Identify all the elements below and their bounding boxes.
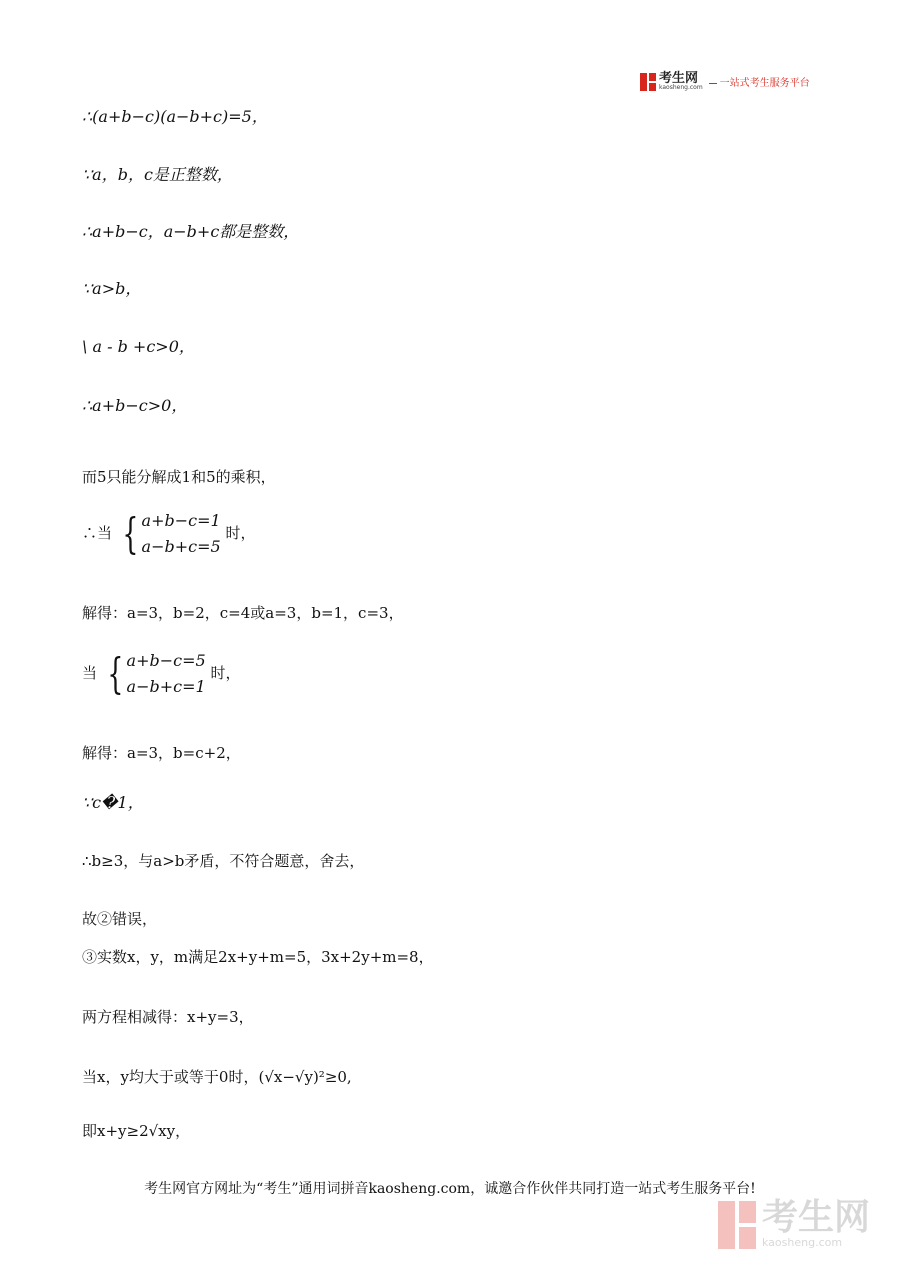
solution-line-2: ∵a，b，c是正整数， — [82, 165, 233, 184]
system-2-suffix: 时， — [210, 664, 241, 682]
watermark-url: kaosheng.com — [762, 1236, 843, 1249]
logo-name: 考生网 — [659, 71, 699, 86]
system-1-block — [117, 508, 221, 560]
watermark-name: 考生网 — [762, 1197, 871, 1238]
solution-line-5: \ a - b +c>0， — [82, 337, 195, 356]
solution-line-13: ∴b≥3，与a>b矛盾，不符合题意，舍去， — [82, 852, 365, 870]
solution-line-15: ③实数x，y，m满足2x+y+m=5，3x+2y+m=8， — [82, 948, 434, 966]
system-2-eq2: a−b+c=1 — [126, 677, 206, 696]
solution-line-14: 故②错误， — [82, 910, 158, 928]
system-1-suffix: 时， — [225, 524, 256, 542]
solution-line-4: ∵a>b， — [82, 279, 142, 298]
system-1-eq1: a+b−c=1 — [141, 511, 221, 530]
system-2-eq1: a+b−c=5 — [126, 651, 206, 670]
solution-line-18: 即x+y≥2√xy， — [82, 1122, 191, 1140]
system-2-prefix: 当 — [82, 664, 98, 682]
watermark-logo — [718, 1197, 871, 1249]
solution-line-1: ∴(a+b−c)(a−b+c)=5， — [82, 107, 268, 126]
system-1-prefix: ∴当 — [82, 524, 113, 542]
solution-line-7: 而5只能分解成1和5的乘积， — [82, 468, 276, 486]
logo-text — [659, 72, 703, 91]
solution-line-17: 当x，y均大于或等于0时，(√x−√y)²≥0, — [82, 1068, 352, 1086]
system-2-block — [102, 648, 206, 700]
left-brace: { — [122, 509, 139, 558]
solution-line-9: 解得：a=3，b=2，c=4或a=3，b=1，c=3， — [82, 604, 404, 622]
footer-note: 考生网官方网址为“考生”通用词拼音kaosheng.com，诚邀合作伙伴共同打造一站式考生服务平台! — [144, 1181, 756, 1197]
solution-line-6: ∴a+b−c>0， — [82, 396, 188, 415]
system-1-eq2: a−b+c=5 — [141, 537, 221, 556]
logo-icon — [640, 73, 656, 91]
left-brace: { — [107, 649, 124, 698]
equation-system-1 — [82, 508, 255, 560]
solution-line-11: 解得：a=3，b=c+2， — [82, 744, 241, 762]
equation-system-2 — [82, 648, 240, 700]
solution-line-12: ∵c�1， — [82, 793, 144, 812]
watermark-icon — [718, 1201, 758, 1249]
header-logo — [640, 72, 810, 91]
logo-url: kaosheng.com — [659, 84, 703, 91]
solution-line-16: 两方程相减得：x+y=3， — [82, 1008, 254, 1026]
header-slogan: 一站式考生服务平台 — [709, 74, 810, 89]
solution-line-3: ∴a+b−c，a−b+c都是整数， — [82, 222, 300, 241]
